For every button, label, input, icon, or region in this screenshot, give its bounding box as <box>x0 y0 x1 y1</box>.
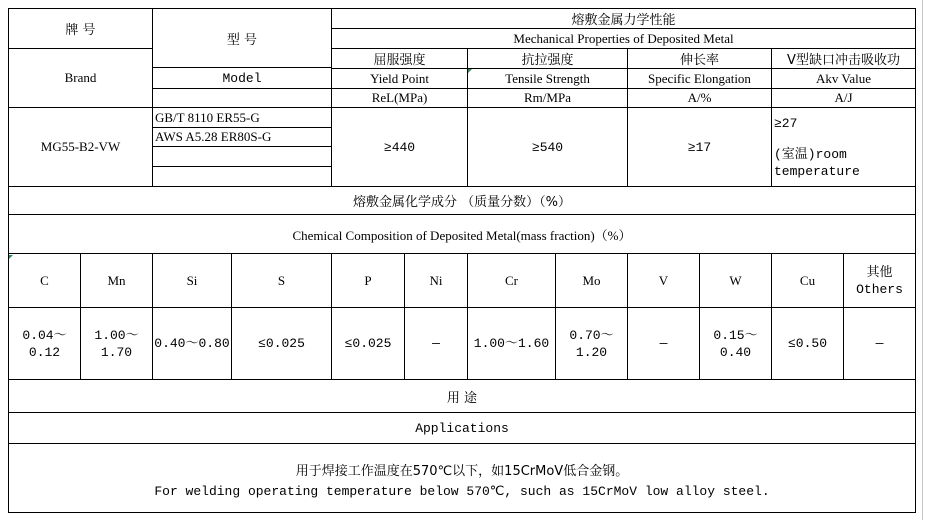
element-header-mn[interactable]: Mn <box>80 253 153 308</box>
composition-value-cell[interactable] <box>627 307 700 380</box>
elongation-value[interactable]: ≥17 <box>627 107 772 187</box>
element-header-cr[interactable]: Cr <box>467 253 556 308</box>
composition-value-line1: 1.00～ <box>94 327 139 343</box>
composition-value-line2: 0.40 <box>719 344 752 360</box>
akv-value: ≥27 <box>774 115 798 131</box>
brand-value[interactable]: MG55-B2-VW <box>8 107 153 187</box>
standard-aws[interactable]: AWS A5.28 ER80S-G <box>152 127 332 147</box>
composition-value-line2: 0.12 <box>28 344 61 360</box>
elongation-unit[interactable]: A/% <box>627 88 772 108</box>
element-header-c[interactable]: C <box>8 253 81 308</box>
applications-title-cn[interactable]: 用 途 <box>8 379 916 413</box>
yield-header-cn[interactable]: 屈服强度 <box>331 48 468 69</box>
akv-header-en[interactable]: Akv Value <box>771 68 916 89</box>
applications-title-en[interactable]: Applications <box>8 412 916 444</box>
composition-value-line1: — <box>875 336 884 351</box>
element-header-s[interactable]: S <box>231 253 332 308</box>
composition-title-en[interactable]: Chemical Composition of Deposited Metal(mass fraction)（%） <box>8 214 916 254</box>
akv-value-cell[interactable] <box>771 107 916 187</box>
model-label-cn[interactable]: 型 号 <box>152 8 332 68</box>
brand-label-cn[interactable]: 牌 号 <box>8 8 153 49</box>
composition-value-line1: 1.00～1.60 <box>473 336 550 351</box>
mech-title-en[interactable]: Mechanical Properties of Deposited Metal <box>331 28 916 49</box>
standard-gb[interactable]: GB/T 8110 ER55-G <box>152 107 332 128</box>
composition-value-line2: 1.20 <box>575 344 608 360</box>
composition-value-line1: ≤0.025 <box>258 336 305 351</box>
composition-value-cell[interactable] <box>843 307 916 380</box>
yield-value[interactable]: ≥440 <box>331 107 468 187</box>
composition-value-cell[interactable] <box>699 307 772 380</box>
yield-header-en[interactable]: Yield Point <box>331 68 468 89</box>
element-header-cu[interactable]: Cu <box>771 253 844 308</box>
tensile-header-cn[interactable]: 抗拉强度 <box>467 48 628 69</box>
element-header-v[interactable]: V <box>627 253 700 308</box>
applications-text-en: For welding operating temperature below 570℃, such as 15CrMoV low alloy steel. <box>154 484 770 499</box>
composition-value-line1: ≤0.025 <box>344 336 392 351</box>
composition-value-line1: 0.40～0.80 <box>154 336 230 351</box>
gridline-right <box>922 0 923 520</box>
elongation-header-cn[interactable]: 伸长率 <box>627 48 772 69</box>
cell-marker <box>468 69 472 73</box>
others-label-cn: 其他 <box>866 264 893 280</box>
akv-unit[interactable]: A/J <box>771 88 916 108</box>
applications-text-cn: 用于焊接工作温度在570℃以下，如15CrMoV低合金钢。 <box>295 464 629 479</box>
standard-empty-1[interactable] <box>152 146 332 167</box>
composition-value-line1: — <box>432 336 440 351</box>
composition-value-line1: — <box>659 336 668 351</box>
composition-value-cell[interactable] <box>555 307 628 380</box>
tensile-unit[interactable]: Rm/MPa <box>467 88 628 108</box>
cell-marker <box>9 255 13 259</box>
model-label-en[interactable]: Model <box>152 67 332 89</box>
yield-unit[interactable]: ReL(MPa) <box>331 88 468 108</box>
mech-title-cn[interactable]: 熔敷金属力学性能 <box>331 8 916 29</box>
elongation-header-en[interactable]: Specific Elongation <box>627 68 772 89</box>
akv-temp-line2: temperature <box>774 163 860 179</box>
element-header-p[interactable]: P <box>331 253 405 308</box>
element-header-mo[interactable]: Mo <box>555 253 628 308</box>
element-header-w[interactable]: W <box>699 253 772 308</box>
composition-value-cell[interactable] <box>231 307 332 380</box>
element-header-ni[interactable]: Ni <box>404 253 468 308</box>
composition-value-line1: 0.70～ <box>569 327 614 343</box>
model-empty-cell[interactable] <box>152 88 332 108</box>
element-header-others[interactable] <box>843 253 916 308</box>
akv-temp-line1: (室温)room <box>774 146 847 162</box>
tensile-value[interactable]: ≥540 <box>467 107 628 187</box>
standard-empty-2[interactable] <box>152 166 332 187</box>
composition-title-cn[interactable]: 熔敷金属化学成分 （质量分数）（%） <box>8 186 916 215</box>
akv-header-cn[interactable]: V型缺口冲击吸收功 <box>771 48 916 69</box>
others-label-en: Others <box>856 281 903 297</box>
composition-value-cell[interactable] <box>80 307 153 380</box>
tensile-header-en[interactable]: Tensile Strength <box>467 68 628 89</box>
composition-value-cell[interactable] <box>331 307 405 380</box>
composition-value-line1: 0.04～ <box>22 327 67 343</box>
element-header-si[interactable]: Si <box>152 253 232 308</box>
applications-text-cell[interactable] <box>8 443 916 513</box>
composition-value-cell[interactable] <box>467 307 556 380</box>
composition-value-line1: 0.15～ <box>713 327 758 343</box>
composition-value-cell[interactable] <box>8 307 81 380</box>
composition-value-line2: 1.70 <box>100 344 133 360</box>
brand-label-en[interactable]: Brand <box>8 48 153 108</box>
composition-value-cell[interactable] <box>771 307 844 380</box>
composition-value-line1: ≤0.50 <box>787 336 827 351</box>
composition-value-cell[interactable] <box>152 307 232 380</box>
composition-value-cell[interactable] <box>404 307 468 380</box>
